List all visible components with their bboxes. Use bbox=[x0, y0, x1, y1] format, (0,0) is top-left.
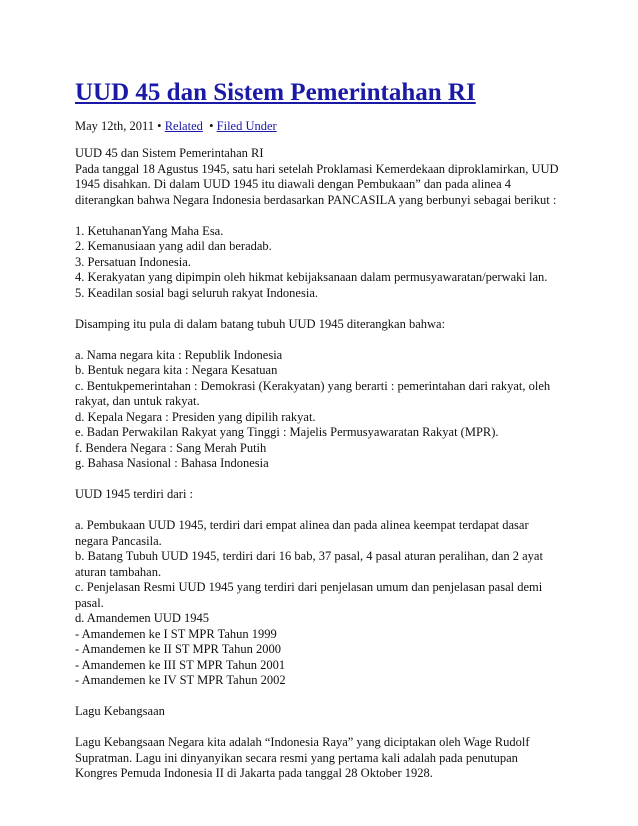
list-item: g. Bahasa Nasional : Bahasa Indonesia bbox=[75, 456, 269, 470]
text-line: Kongres Pemuda Indonesia II di Jakarta pada tanggal 28 Oktober 1928. bbox=[75, 766, 433, 780]
list-item: b. Bentuk negara kita : Negara Kesatuan bbox=[75, 363, 278, 377]
list-item: 2. Kemanusiaan yang adil dan beradab. bbox=[75, 239, 272, 253]
list-item: f. Bendera Negara : Sang Merah Putih bbox=[75, 440, 267, 455]
list-item: - Amandemen ke III ST MPR Tahun 2001 bbox=[75, 657, 286, 672]
paragraph-lagu bbox=[75, 735, 575, 782]
list-item: a. Nama negara kita : Republik Indonesia bbox=[75, 347, 283, 362]
text-line: UUD 45 dan Sistem Pemerintahan RI bbox=[75, 146, 264, 160]
list-item: c. Bentukpemerintahan : Demokrasi (Kerakyatan) yang berarti : pemerintahan dari rakyat, oleh bbox=[75, 378, 551, 393]
list-item: 1. KetuhananYang Maha Esa. bbox=[75, 223, 224, 238]
list-item: pasal. bbox=[75, 595, 104, 610]
list-item: - Amandemen ke II ST MPR Tahun 2000 bbox=[75, 642, 281, 656]
negara-list bbox=[75, 348, 575, 472]
list-item: d. Amandemen UUD 1945 bbox=[75, 611, 210, 625]
text-line: 1945 disahkan. Di dalam UUD 1945 itu diawali dengan Pembukaan” dan pada alinea 4 bbox=[75, 177, 511, 191]
meta-separator: • bbox=[157, 119, 162, 133]
list-item: a. Pembukaan UUD 1945, terdiri dari empat alinea dan pada alinea keempat terdapat dasar bbox=[75, 518, 529, 532]
list-item: 5. Keadilan sosial bagi seluruh rakyat Indonesia. bbox=[75, 285, 318, 300]
text-line: Lagu Kebangsaan bbox=[75, 704, 165, 718]
list-item: b. Batang Tubuh UUD 1945, terdiri dari 16 bab, 37 pasal, 4 pasal aturan peralihan, dan 2 ayat bbox=[75, 549, 543, 563]
list-item: 4. Kerakyatan yang dipimpin oleh hikmat kebijaksanaan dalam permusyawaratan/perwaki lan. bbox=[75, 270, 548, 284]
filed-under-link[interactable]: Filed Under bbox=[216, 119, 277, 133]
list-item: c. Penjelasan Resmi UUD 1945 yang terdiri dari penjelasan umum dan penjelasan pasal demi bbox=[75, 580, 543, 594]
list-item: - Amandemen ke IV ST MPR Tahun 2002 bbox=[75, 673, 286, 687]
list-item: aturan tambahan. bbox=[75, 564, 162, 579]
paragraph-intro bbox=[75, 146, 575, 208]
post-meta bbox=[75, 118, 575, 134]
list-item: e. Badan Perwakilan Rakyat yang Tinggi : Majelis Permusyawaratan Rakyat (MPR). bbox=[75, 425, 499, 439]
text-line: Disamping itu pula di dalam batang tubuh UUD 1945 diterangkan bahwa: bbox=[75, 316, 446, 331]
section-heading-lagu bbox=[75, 704, 575, 720]
text-line: diterangkan bahwa Negara Indonesia berdasarkan PANCASILA yang berbunyi sebagai berikut : bbox=[75, 192, 557, 207]
paragraph-disamping bbox=[75, 317, 575, 333]
related-link[interactable]: Related bbox=[164, 119, 203, 133]
page-title[interactable]: UUD 45 dan Sistem Pemerintahan RI bbox=[75, 79, 476, 106]
text-line: Lagu Kebangsaan Negara kita adalah “Indonesia Raya” yang diciptakan oleh Wage Rudolf bbox=[75, 735, 530, 749]
text-line: UUD 1945 terdiri dari : bbox=[75, 487, 194, 501]
list-item: - Amandemen ke I ST MPR Tahun 1999 bbox=[75, 626, 277, 641]
pancasila-list bbox=[75, 224, 575, 302]
list-item: negara Pancasila. bbox=[75, 533, 162, 548]
list-item: d. Kepala Negara : Presiden yang dipilih rakyat. bbox=[75, 409, 316, 424]
post-date: May 12th, 2011 bbox=[75, 119, 155, 133]
paragraph-terdiri bbox=[75, 487, 575, 503]
meta-separator: • bbox=[209, 119, 214, 133]
text-line: Pada tanggal 18 Agustus 1945, satu hari setelah Proklamasi Kemerdekaan diproklamirkan, UUD bbox=[75, 161, 559, 176]
document-page bbox=[75, 78, 575, 782]
struktur-list bbox=[75, 518, 575, 689]
list-item: 3. Persatuan Indonesia. bbox=[75, 254, 191, 269]
list-item: rakyat, dan untuk rakyat. bbox=[75, 394, 200, 408]
text-line: Supratman. Lagu ini dinyanyikan secara resmi yang pertama kali adalah pada penutupan bbox=[75, 750, 518, 765]
